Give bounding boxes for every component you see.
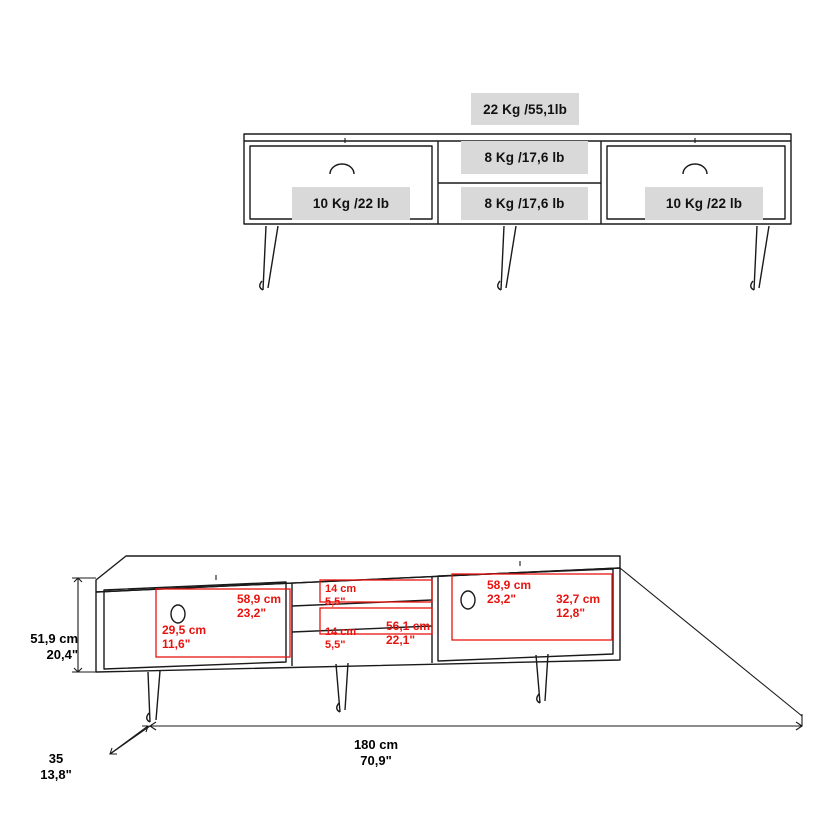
depth-projection-right [620, 568, 802, 716]
bottom-view-leg-left-b [156, 671, 160, 720]
bottom-view-left-handle [171, 605, 185, 623]
dim-overall-height [14, 631, 78, 662]
dim-center-lower-shelf-in: 5,5" [325, 638, 346, 651]
dim-right-compartment-height-cm: 32,7 cm [556, 592, 601, 606]
dim-right-compartment-width [487, 579, 531, 607]
dim-right-compartment-height-in: 12,8" [556, 605, 586, 620]
dim-overall-depth-in: 13,8" [40, 766, 72, 782]
dim-overall-width-cm: 180 cm [353, 737, 399, 752]
bottom-view-leg-center-b [345, 663, 348, 710]
dim-left-compartment-width-in: 23,2" [237, 605, 267, 620]
dim-center-shelf-width [386, 620, 430, 648]
dim-overall-width [316, 737, 436, 768]
top-view-leg-right-b [759, 226, 769, 288]
dim-right-compartment-width-cm: 58,9 cm [487, 578, 532, 592]
dim-right-compartment-width-in: 23,2" [487, 591, 517, 606]
top-view-leg-center-b [506, 226, 516, 288]
dim-center-upper-shelf [325, 583, 356, 608]
top-view-right-handle [683, 164, 707, 174]
weight-label-center-lower: 8 Kg /17,6 lb [461, 187, 588, 220]
dim-left-compartment-height-in: 11,6" [162, 636, 191, 651]
dim-overall-depth [26, 751, 86, 782]
depth-dim-line [110, 726, 148, 754]
weight-label-left-compartment: 10 Kg /22 lb [292, 187, 410, 220]
top-view-leg-right-a [754, 226, 757, 290]
top-view-leg-left-a [263, 226, 266, 290]
dim-left-compartment-width [237, 593, 281, 621]
dim-overall-width-in: 70,9" [360, 752, 392, 768]
dim-center-lower-shelf [325, 626, 356, 651]
dim-right-compartment-height [556, 593, 600, 621]
dim-center-upper-shelf-cm: 14 cm [325, 583, 357, 595]
dim-center-upper-shelf-in: 5,5" [325, 595, 346, 608]
bottom-view-right-handle [461, 591, 475, 609]
bottom-view-center-shelf-upper [292, 600, 432, 606]
weight-label-right-compartment: 10 Kg /22 lb [645, 187, 763, 220]
dim-center-lower-shelf-cm: 14 cm [325, 626, 357, 638]
top-view-leg-left-b [268, 226, 278, 288]
dim-left-compartment-height [162, 624, 206, 652]
weight-label-center-upper: 8 Kg /17,6 lb [461, 141, 588, 174]
dim-left-compartment-height-cm: 29,5 cm [162, 623, 207, 637]
weight-label-top-surface: 22 Kg /55,1lb [471, 93, 579, 125]
dim-center-shelf-width-in: 22,1" [386, 632, 416, 647]
dim-overall-depth-cm: 35 [48, 751, 64, 766]
dim-center-shelf-width-cm: 56,1 cm [386, 619, 431, 633]
dim-left-compartment-width-cm: 58,9 cm [237, 592, 282, 606]
dim-overall-height-cm: 51,9 cm [30, 631, 78, 646]
top-view-leg-center-a [501, 226, 504, 290]
dim-overall-height-in: 20,4" [46, 646, 78, 662]
overall-dimension-lines [72, 568, 802, 754]
top-view-left-handle [330, 164, 354, 174]
